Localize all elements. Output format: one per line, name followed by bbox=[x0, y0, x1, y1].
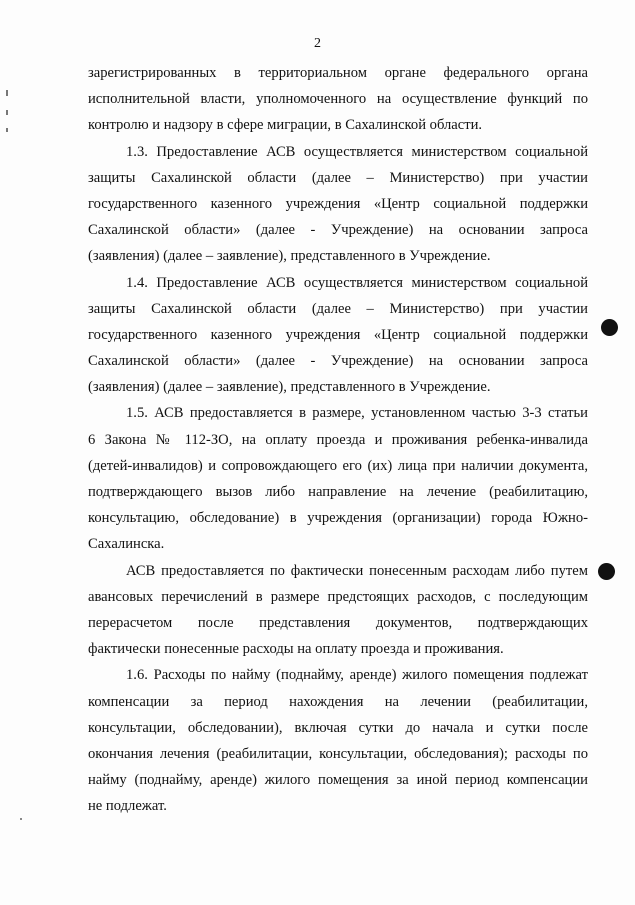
text-line: 6 Закона № 112-ЗО, на оплату проезда и проживания ребенка-инвалида bbox=[88, 431, 588, 448]
text-line: найму (поднайму, аренде) жилого помещения за иной период компенсации bbox=[88, 772, 588, 789]
text-line: Сахалинска. bbox=[88, 536, 165, 553]
scan-edge-mark bbox=[6, 110, 8, 115]
scan-speck bbox=[20, 818, 22, 820]
text-line: государственного казенного учреждения «Центр социальной поддержки bbox=[88, 195, 588, 212]
text-line: окончания лечения (реабилитации, консультации, обследования); расходы по bbox=[88, 745, 588, 762]
text-line: компенсации за период нахождения на лечении (реабилитации, bbox=[88, 693, 588, 710]
text-line: не подлежат. bbox=[88, 798, 167, 815]
text-line: авансовых перечислений в размере предстоящих расходов, с последующим bbox=[88, 588, 588, 605]
text-line: Сахалинской области» (далее - Учреждение) на основании запроса bbox=[88, 353, 588, 370]
text-line: консультации, обследовании), включая сутки до начала и сутки после bbox=[88, 719, 588, 736]
text-line: АСВ предоставляется по фактически понесенным расходам либо путем bbox=[126, 562, 588, 579]
text-line: исполнительной власти, уполномоченного на осуществление функций по bbox=[88, 91, 588, 108]
punch-hole-mark bbox=[601, 319, 618, 336]
page-number: 2 bbox=[314, 36, 321, 51]
text-line: (заявления) (далее – заявление), представленного в Учреждение. bbox=[88, 379, 491, 396]
scan-edge-mark bbox=[6, 90, 8, 96]
text-line: консультацию, обследование) в учреждения (организации) города Южно- bbox=[88, 510, 588, 527]
text-line: защиты Сахалинской области (далее – Министерство) при участии bbox=[88, 169, 588, 186]
text-line: 1.3. Предоставление АСВ осуществляется министерством социальной bbox=[126, 143, 588, 160]
punch-hole-mark bbox=[598, 563, 615, 580]
text-line: (заявления) (далее – заявление), представленного в Учреждение. bbox=[88, 248, 491, 265]
document-body bbox=[88, 60, 588, 819]
scan-edge-mark bbox=[6, 128, 8, 132]
text-line: перерасчетом после представления документов, подтверждающих bbox=[88, 614, 588, 631]
text-line: 1.6. Расходы по найму (поднайму, аренде) жилого помещения подлежат bbox=[126, 667, 588, 684]
text-line: зарегистрированных в территориальном органе федерального органа bbox=[88, 65, 588, 81]
text-line: 1.4. Предоставление АСВ осуществляется министерством социальной bbox=[126, 274, 588, 291]
text-line: (детей-инвалидов) и сопровождающего его (их) лица при наличии документа, bbox=[88, 457, 588, 474]
text-line: контролю и надзору в сфере миграции, в Сахалинской области. bbox=[88, 117, 483, 134]
text-line: государственного казенного учреждения «Центр социальной поддержки bbox=[88, 326, 588, 343]
text-line: фактически понесенные расходы на оплату проезда и проживания. bbox=[88, 641, 504, 658]
text-line: Сахалинской области» (далее - Учреждение) на основании запроса bbox=[88, 222, 588, 239]
text-line: 1.5. АСВ предоставляется в размере, установленном частью 3-3 статьи bbox=[126, 405, 588, 422]
text-line: защиты Сахалинской области (далее – Министерство) при участии bbox=[88, 300, 588, 317]
text-line: подтверждающего вызов либо направление на лечение (реабилитацию, bbox=[88, 484, 588, 500]
